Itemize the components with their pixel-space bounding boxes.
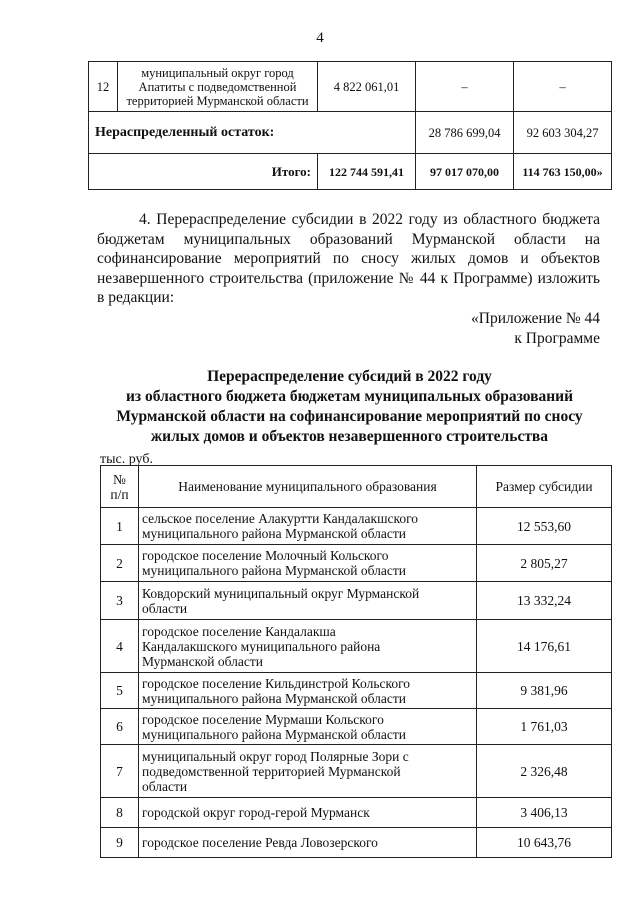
top-summary-table [88, 61, 612, 190]
row-number: 3 [101, 582, 139, 620]
header-name: Наименование муниципального образования [139, 466, 477, 508]
table-row [101, 673, 612, 709]
subsidy-amount: 2 326,48 [477, 745, 612, 798]
municipality-name [139, 508, 477, 545]
name-line: городское поселение Кильдинстрой Кольского [142, 675, 411, 691]
name-line: подведомственной территорией Мурманской [142, 763, 401, 779]
name-line: городской округ город-герой Мурманск [142, 805, 370, 820]
document-title [88, 367, 611, 447]
table-row [101, 709, 612, 745]
table-row [101, 582, 612, 620]
value-cell: – [514, 62, 612, 112]
municipality-name [139, 798, 477, 828]
subsidy-amount: 13 332,24 [477, 582, 612, 620]
name-line: области [142, 600, 188, 616]
subsidy-amount: 12 553,60 [477, 508, 612, 545]
title-line: Мурманской области на софинансирование мероприятий по сносу [116, 408, 583, 425]
municipality-name [139, 828, 477, 858]
table-row [101, 745, 612, 798]
appendix-line: к Программе [514, 330, 600, 347]
table-header-row [101, 466, 612, 508]
municipality-name [139, 582, 477, 620]
unallocated-label: Нераспределенный остаток: [89, 112, 416, 154]
row-number: 2 [101, 545, 139, 582]
row-number: 12 [89, 62, 118, 112]
name-line: муниципального района Мурманской области [142, 726, 407, 742]
name-line: области [142, 778, 188, 794]
municipality-name [139, 673, 477, 709]
value-cell: 97 017 070,00 [416, 154, 514, 190]
subsidy-amount: 14 176,61 [477, 620, 612, 673]
municipality-name [139, 620, 477, 673]
municipality-name [139, 709, 477, 745]
name-line: территорией Мурманской области [126, 93, 309, 108]
name-line: городское поселение Ревда Ловозерского [142, 835, 378, 850]
name-line: Ковдорский муниципальный округ Мурманской [142, 585, 420, 601]
value-cell: 114 763 150,00» [514, 154, 612, 190]
subsidy-table [100, 465, 612, 858]
table-row [101, 620, 612, 673]
paragraph-text: 4. Перераспределение субсидии в 2022 году из областного бюджета бюджетам муниципальных образований Мурманской области на софинансирование мероприятий по сносу жилых домов и объектов незавершенного строительства (приложение № 44 к Программе) изложить в редакции: [97, 211, 600, 306]
table-row [101, 508, 612, 545]
row-number: 1 [101, 508, 139, 545]
header-num-line: п/п [110, 486, 129, 502]
name-line: сельское поселение Алакуртти Кандалакшского [142, 511, 419, 526]
table-row [101, 828, 612, 858]
value-cell: 28 786 699,04 [416, 112, 514, 154]
value-cell: 4 822 061,01 [318, 62, 416, 112]
subsidy-amount: 3 406,13 [477, 798, 612, 828]
row-number: 6 [101, 709, 139, 745]
title-line: Перераспределение субсидий в 2022 году [207, 368, 492, 385]
name-line: муниципального района Мурманской области [142, 563, 407, 578]
municipality-name [118, 62, 318, 112]
municipality-name [139, 545, 477, 582]
name-line: Мурманской области [142, 653, 263, 669]
row-number: 8 [101, 798, 139, 828]
appendix-reference [471, 309, 600, 349]
header-amount: Размер субсидии [477, 466, 612, 508]
title-line: жилых домов и объектов незавершенного строительства [150, 428, 549, 445]
unallocated-row [89, 112, 612, 154]
body-paragraph [97, 210, 600, 308]
subsidy-amount: 10 643,76 [477, 828, 612, 858]
header-num-line: № [113, 471, 126, 487]
table-row [101, 545, 612, 582]
name-line: городское поселение Мурмаши Кольского [142, 711, 384, 727]
units-label: тыс. руб. [100, 452, 153, 467]
name-line: городское поселение Молочный Кольского [142, 548, 389, 563]
total-label: Итого: [89, 154, 318, 190]
row-number: 9 [101, 828, 139, 858]
table-row [89, 62, 612, 112]
table-row [101, 798, 612, 828]
appendix-line: «Приложение № 44 [471, 310, 600, 327]
page-number: 4 [316, 30, 324, 46]
title-line: из областного бюджета бюджетам муниципальных образований [125, 388, 574, 405]
value-cell: – [416, 62, 514, 112]
value-cell: 122 744 591,41 [318, 154, 416, 190]
name-line: муниципальный округ город [141, 65, 294, 80]
row-number: 4 [101, 620, 139, 673]
value-cell: 92 603 304,27 [514, 112, 612, 154]
row-number: 5 [101, 673, 139, 709]
subsidy-amount: 2 805,27 [477, 545, 612, 582]
subsidy-amount: 1 761,03 [477, 709, 612, 745]
municipality-name [139, 745, 477, 798]
row-number: 7 [101, 745, 139, 798]
name-line: муниципальный округ город Полярные Зори с [142, 748, 409, 764]
name-line: муниципального района Мурманской области [142, 690, 407, 706]
header-num [101, 466, 139, 508]
name-line: Апатиты с подведомственной [138, 79, 297, 94]
name-line: Кандалакшского муниципального района [142, 638, 381, 654]
name-line: городское поселение Кандалакша [142, 623, 336, 639]
total-row [89, 154, 612, 190]
name-line: муниципального района Мурманской области [142, 526, 407, 541]
subsidy-amount: 9 381,96 [477, 673, 612, 709]
